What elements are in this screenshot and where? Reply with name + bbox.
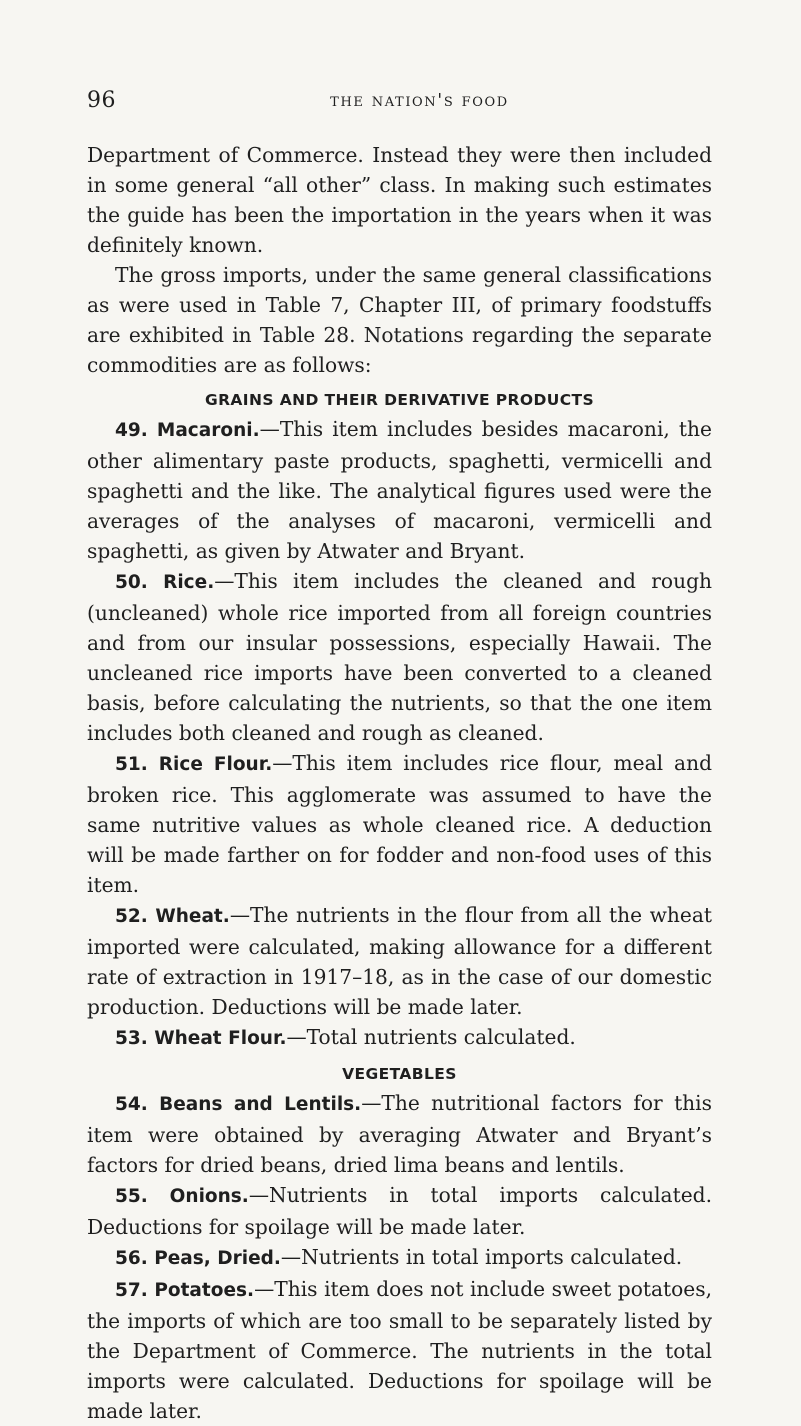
running-head bbox=[87, 88, 712, 118]
entry-term: Wheat. bbox=[155, 906, 230, 927]
entry-text: —Total nutrients calculated. bbox=[286, 1025, 576, 1049]
entry-rice-flour bbox=[87, 748, 712, 900]
entry-wheat-flour bbox=[87, 1022, 712, 1054]
entry-number: 55. bbox=[115, 1186, 148, 1207]
running-title: the nation's food bbox=[330, 90, 509, 111]
section-heading-grains: GRAINS AND THEIR DERIVATIVE PRODUCTS bbox=[204, 391, 595, 409]
entry-rice bbox=[87, 566, 712, 748]
entry-term: Beans and Lentils. bbox=[159, 1094, 362, 1115]
intro-paragraph-2 bbox=[87, 260, 712, 380]
entry-beans-lentils bbox=[87, 1088, 712, 1180]
entry-term: Peas, Dried. bbox=[154, 1248, 281, 1269]
section-heading-vegetables: VEGETABLES bbox=[342, 1065, 457, 1083]
entry-text: —The nutrients in the flour from all the wheat imported were calculated, making allowance for a different rate of extraction in 1917–18, as in the case of our domestic production. Deductions will be made later. bbox=[87, 903, 712, 1019]
entry-text: —Nutrients in total imports calculated. Deductions for spoilage will be made later. bbox=[87, 1183, 712, 1239]
entry-wheat bbox=[87, 900, 712, 1022]
entry-number: 51. bbox=[115, 754, 148, 775]
intro-paragraph-1: Department of Commerce. Instead they were then included in some general “all other” class. In making such estimates the guide has been the importation in the years when it was definitely known. bbox=[87, 143, 712, 257]
entry-text: —This item includes the cleaned and rough (uncleaned) whole rice imported from all foreign countries and from our insular possessions, especially Hawaii. The uncleaned rice imports have been converted to a cleaned basis, before calculating the nutrients, so that the one item includes both cleaned and rough as cleaned. bbox=[87, 569, 713, 745]
entry-term: Rice. bbox=[163, 572, 215, 593]
entry-number: 53. bbox=[115, 1028, 148, 1049]
entry-term: Onions. bbox=[169, 1186, 249, 1207]
entry-term: Rice Flour. bbox=[158, 754, 273, 775]
entry-number: 54. bbox=[115, 1094, 148, 1115]
entry-number: 52. bbox=[115, 906, 148, 927]
entry-onions bbox=[87, 1180, 712, 1242]
entry-term: Macaroni. bbox=[156, 420, 260, 441]
entry-number: 56. bbox=[115, 1248, 148, 1269]
entry-potatoes bbox=[87, 1274, 712, 1426]
entry-term: Potatoes. bbox=[154, 1280, 255, 1301]
entry-text: —This item does not include sweet potatoes, the imports of which are too small to be separately listed by the Department of Commerce. The nutrients in the total imports were calculated. Deductions for spoilage will be made later. bbox=[87, 1277, 712, 1423]
entry-macaroni bbox=[87, 414, 712, 566]
entry-peas-dried bbox=[87, 1242, 712, 1274]
entry-term: Wheat Flour. bbox=[154, 1028, 287, 1049]
entry-text: —The nutritional factors for this item were obtained by averaging Atwater and Bryant’s factors for dried beans, dried lima beans and lentils. bbox=[87, 1091, 712, 1177]
entry-number: 49. bbox=[115, 420, 148, 441]
entry-number: 57. bbox=[115, 1280, 148, 1301]
intro-paragraph-2-text: The gross imports, under the same general classifications as were used in Table 7, Chapter III, of primary foodstuffs are exhibited in Table 28. Notations regarding the separate commodities are as follows: bbox=[87, 263, 712, 377]
entry-text: —This item includes besides macaroni, the other alimentary paste products, spaghetti, vermicelli and spaghetti and the like. The analytical figures used were the averages of the analyses of macaroni, vermicelli and spaghetti, as given by Atwater and Bryant. bbox=[87, 417, 712, 563]
entry-number: 50. bbox=[115, 572, 148, 593]
entry-text: —Nutrients in total imports calculated. bbox=[280, 1245, 683, 1269]
entry-text: —This item includes rice flour, meal and broken rice. This agglomerate was assumed to have the same nutritive values as whole cleaned rice. A deduction will be made farther on for fodder and non-food uses of this item. bbox=[87, 751, 713, 897]
page-number: 96 bbox=[87, 88, 116, 113]
body-text bbox=[87, 140, 712, 1426]
